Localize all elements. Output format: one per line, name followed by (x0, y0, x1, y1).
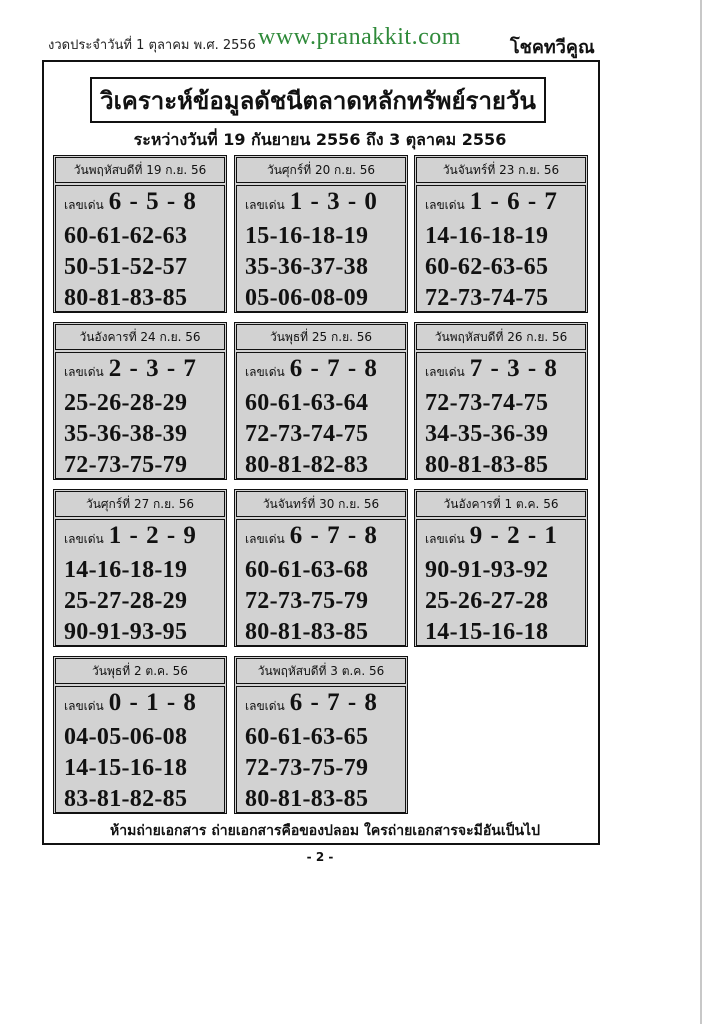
lead-label: เลขเด่น (425, 198, 465, 212)
lead-numbers: 1 - 6 - 7 (469, 188, 558, 215)
card-body (55, 352, 225, 479)
card-body (416, 185, 586, 312)
lead-numbers: 1 - 3 - 0 (289, 188, 378, 215)
card-date: วันจันทร์ที่ 30 ก.ย. 56 (236, 491, 406, 517)
header-issue-date: งวดประจำวันที่ 1 ตุลาคม พ.ศ. 2556 (48, 38, 256, 53)
number-row: 14-16-18-19 (64, 557, 188, 583)
card-date: วันศุกร์ที่ 20 ก.ย. 56 (236, 157, 406, 183)
card-body (55, 185, 225, 312)
lead-row (245, 188, 401, 221)
card-date: วันพุธที่ 2 ต.ค. 56 (55, 658, 225, 684)
card-body (416, 519, 586, 646)
day-card (53, 656, 227, 814)
day-card (234, 489, 408, 647)
lead-row (64, 355, 220, 388)
card-body (236, 185, 406, 312)
header-publication-name: โชคทวีคูณ (510, 37, 595, 58)
day-card (414, 322, 588, 480)
lead-numbers: 6 - 7 - 8 (289, 689, 378, 716)
number-row: 60-61-62-63 (64, 223, 188, 249)
card-body (236, 352, 406, 479)
card-date: วันศุกร์ที่ 27 ก.ย. 56 (55, 491, 225, 517)
number-row: 50-51-52-57 (64, 254, 188, 280)
lead-row (425, 522, 581, 555)
lead-row (64, 689, 220, 722)
lead-row (245, 522, 401, 555)
number-row: 04-05-06-08 (64, 724, 188, 750)
number-row: 35-36-37-38 (245, 254, 369, 280)
lead-numbers: 6 - 7 - 8 (289, 522, 378, 549)
card-date: วันพุธที่ 25 ก.ย. 56 (236, 324, 406, 350)
number-row: 60-61-63-68 (245, 557, 369, 583)
lead-row (64, 188, 220, 221)
lead-numbers: 6 - 7 - 8 (289, 355, 378, 382)
lead-row (245, 689, 401, 722)
page-edge-divider (700, 0, 702, 1024)
lead-row (64, 522, 220, 555)
card-date: วันพฤหัสบดีที่ 19 ก.ย. 56 (55, 157, 225, 183)
day-card (234, 155, 408, 313)
number-row: 72-73-75-79 (245, 755, 369, 781)
lead-numbers: 6 - 5 - 8 (108, 188, 197, 215)
card-body (236, 686, 406, 813)
number-row: 80-81-82-83 (245, 452, 369, 478)
day-card (53, 322, 227, 480)
number-row: 15-16-18-19 (245, 223, 369, 249)
lead-numbers: 0 - 1 - 8 (108, 689, 197, 716)
lead-label: เลขเด่น (64, 198, 104, 212)
lead-numbers: 9 - 2 - 1 (469, 522, 558, 549)
number-row: 72-73-75-79 (64, 452, 188, 478)
number-row: 60-61-63-65 (245, 724, 369, 750)
lead-numbers: 7 - 3 - 8 (469, 355, 558, 382)
number-row: 83-81-82-85 (64, 786, 188, 812)
day-card (234, 322, 408, 480)
card-body (55, 519, 225, 646)
number-row: 14-15-16-18 (64, 755, 188, 781)
page-title: วิเคราะห์ข้อมูลดัชนีตลาดหลักทรัพย์รายวัน (90, 77, 546, 123)
number-row: 80-81-83-85 (245, 786, 369, 812)
number-row: 05-06-08-09 (245, 285, 369, 311)
lead-row (425, 188, 581, 221)
number-row: 72-73-74-75 (425, 390, 549, 416)
copy-warning-footer: ห้ามถ่ายเอกสาร ถ่ายเอกสารคือของปลอม ใครถ่ายเอกสารจะมีอันเป็นไป (110, 823, 540, 839)
number-row: 90-91-93-92 (425, 557, 549, 583)
number-row: 72-73-75-79 (245, 588, 369, 614)
lead-label: เลขเด่น (64, 532, 104, 546)
lead-label: เลขเด่น (425, 532, 465, 546)
card-body (55, 686, 225, 813)
number-row: 25-26-28-29 (64, 390, 188, 416)
lead-row (425, 355, 581, 388)
card-date: วันอังคารที่ 24 ก.ย. 56 (55, 324, 225, 350)
number-row: 25-26-27-28 (425, 588, 549, 614)
page-number: - 2 - (306, 850, 334, 864)
number-row: 72-73-74-75 (425, 285, 549, 311)
card-date: วันอังคารที่ 1 ต.ค. 56 (416, 491, 586, 517)
number-row: 72-73-74-75 (245, 421, 369, 447)
lead-label: เลขเด่น (245, 198, 285, 212)
number-row: 60-61-63-64 (245, 390, 369, 416)
lead-label: เลขเด่น (245, 365, 285, 379)
number-row: 14-16-18-19 (425, 223, 549, 249)
lead-numbers: 2 - 3 - 7 (108, 355, 197, 382)
card-date: วันพฤหัสบดีที่ 26 ก.ย. 56 (416, 324, 586, 350)
number-row: 34-35-36-39 (425, 421, 549, 447)
day-card (414, 155, 588, 313)
lead-label: เลขเด่น (425, 365, 465, 379)
lead-label: เลขเด่น (64, 699, 104, 713)
number-row: 14-15-16-18 (425, 619, 549, 645)
number-row: 90-91-93-95 (64, 619, 188, 645)
card-date: วันพฤหัสบดีที่ 3 ต.ค. 56 (236, 658, 406, 684)
card-date: วันจันทร์ที่ 23 ก.ย. 56 (416, 157, 586, 183)
lead-numbers: 1 - 2 - 9 (108, 522, 197, 549)
card-body (236, 519, 406, 646)
card-body (416, 352, 586, 479)
number-row: 35-36-38-39 (64, 421, 188, 447)
day-card (53, 155, 227, 313)
header-website-url: www.pranakkit.com (258, 24, 461, 50)
number-row: 25-27-28-29 (64, 588, 188, 614)
day-card (53, 489, 227, 647)
lead-label: เลขเด่น (245, 532, 285, 546)
number-row: 60-62-63-65 (425, 254, 549, 280)
lead-row (245, 355, 401, 388)
number-row: 80-81-83-85 (64, 285, 188, 311)
lead-label: เลขเด่น (64, 365, 104, 379)
number-row: 80-81-83-85 (245, 619, 369, 645)
lead-label: เลขเด่น (245, 699, 285, 713)
date-range-subtitle: ระหว่างวันที่ 19 กันยายน 2556 ถึง 3 ตุลาคม 2556 (133, 130, 507, 149)
number-row: 80-81-83-85 (425, 452, 549, 478)
day-card (234, 656, 408, 814)
day-card (414, 489, 588, 647)
